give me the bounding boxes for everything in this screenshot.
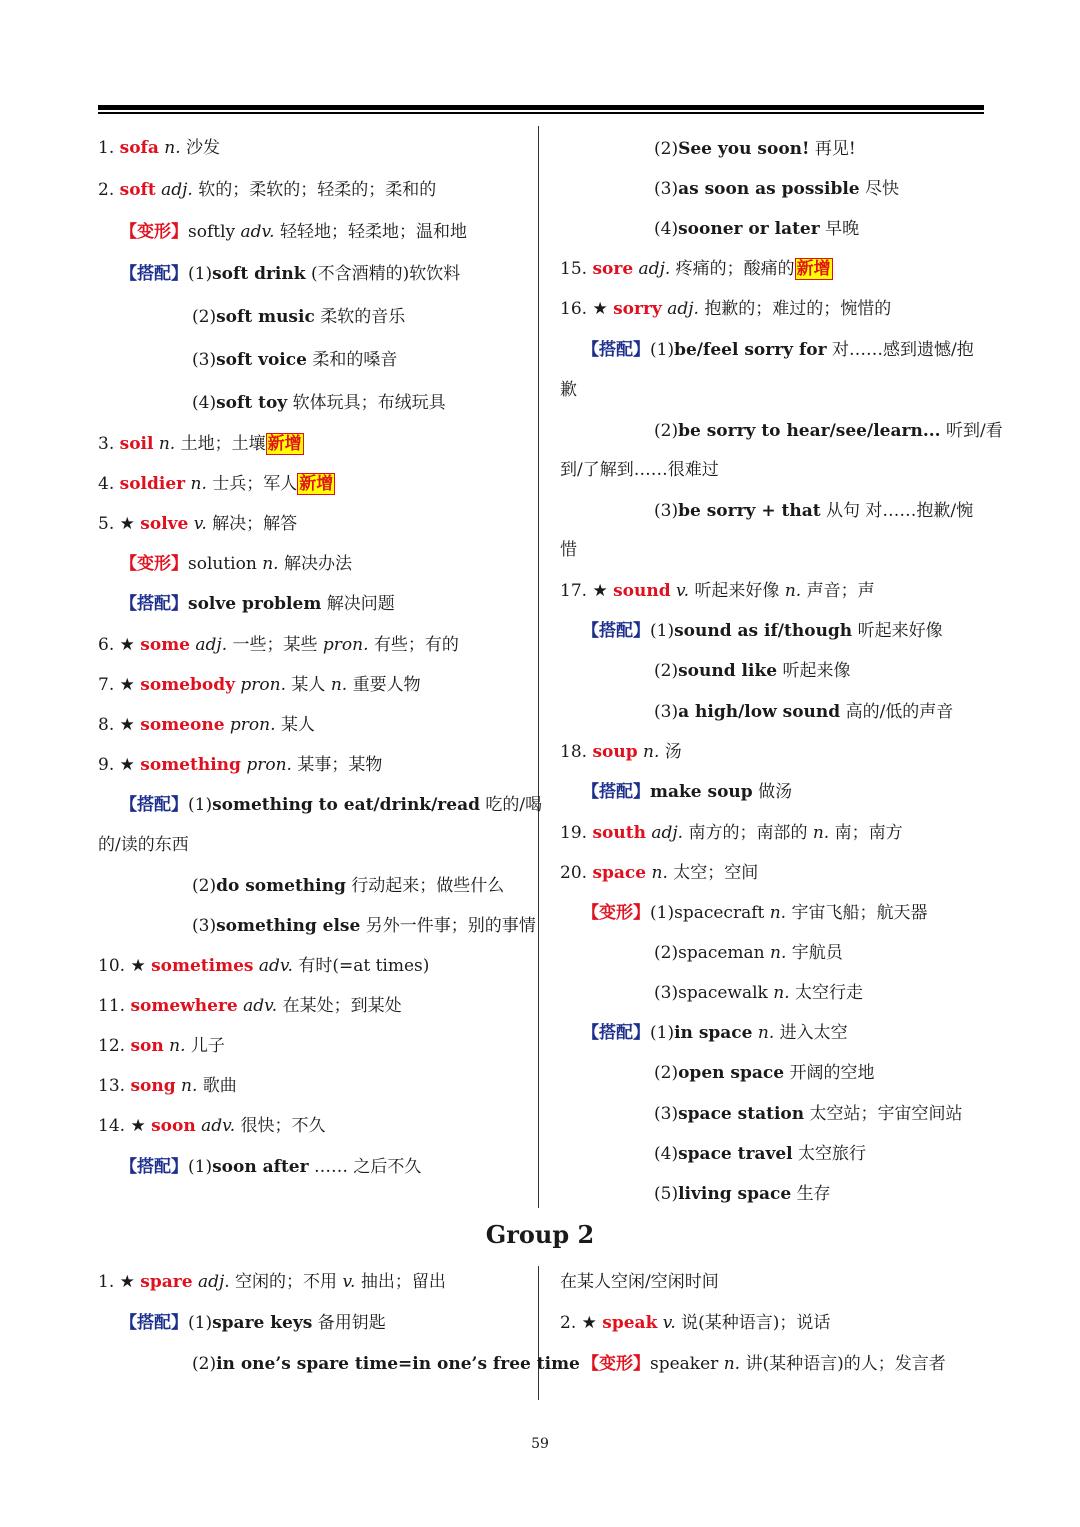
definition: 南；南方 xyxy=(834,823,903,843)
definition: 抽出；留出 xyxy=(360,1272,446,1292)
item-index: (3) xyxy=(192,350,217,370)
continuation-line xyxy=(654,981,863,1005)
collocation-phrase: space travel xyxy=(678,1144,793,1164)
entry-line xyxy=(560,1311,830,1335)
entry-line xyxy=(98,673,421,697)
sub-entry-line xyxy=(582,338,974,362)
sub-entry-line xyxy=(120,793,542,817)
entry-line xyxy=(98,954,429,978)
collocation-phrase: solve problem xyxy=(188,594,322,614)
entry-line xyxy=(98,178,436,202)
continuation-line xyxy=(192,305,405,329)
definition: 太空旅行 xyxy=(798,1144,867,1164)
continuation-line xyxy=(654,1061,874,1085)
collocation-phrase: soft drink xyxy=(212,264,306,284)
entry-number: 16. ★ xyxy=(560,299,614,319)
item-index: (3) xyxy=(654,983,679,1003)
collocation-tag: 【搭配】 xyxy=(582,782,650,802)
definition: 疼痛的；酸痛的 xyxy=(675,259,795,279)
headword: sound xyxy=(613,581,671,601)
part-of-speech: adv. xyxy=(258,956,293,976)
headword: sometimes xyxy=(151,956,254,976)
item-index: (5) xyxy=(654,1184,679,1204)
sub-entry-line xyxy=(120,592,395,616)
collocation-phrase: sooner or later xyxy=(678,219,820,239)
definition: 某事；某物 xyxy=(297,755,383,775)
new-badge: 新增 xyxy=(299,474,334,494)
definition: 南方的；南部的 xyxy=(688,823,808,843)
collocation-tag: 【搭配】 xyxy=(120,795,188,815)
group-title: Group 2 xyxy=(485,1220,595,1249)
item-index: (4) xyxy=(654,219,679,239)
header-rule-thick xyxy=(98,105,984,110)
collocation-phrase: be/feel sorry for xyxy=(674,340,827,360)
column-divider-bottom xyxy=(538,1266,539,1400)
headword: solve xyxy=(140,514,189,534)
part-of-speech: n. xyxy=(752,1023,775,1043)
entry-number: 11. xyxy=(98,996,131,1016)
item-index: (1) xyxy=(650,903,675,923)
continuation-line xyxy=(192,348,397,372)
collocation-phrase: in space xyxy=(674,1023,753,1043)
definition: 再见! xyxy=(814,139,856,159)
part-of-speech: n. xyxy=(812,823,830,843)
headword: son xyxy=(130,1036,164,1056)
collocation-phrase: something to eat/drink/read xyxy=(212,795,480,815)
part-of-speech: n. xyxy=(330,675,348,695)
definition: 歉 xyxy=(560,380,577,400)
entry-number: 20. xyxy=(560,863,593,883)
definition: 对……感到遗憾/抱 xyxy=(831,340,974,360)
collocation-phrase: living space xyxy=(678,1184,792,1204)
collocation-phrase: soon after xyxy=(212,1157,309,1177)
definition: 的/读的东西 xyxy=(98,835,189,855)
part-of-speech: adv. xyxy=(243,996,278,1016)
continuation-line xyxy=(560,458,719,482)
definition: 高的/低的声音 xyxy=(845,702,954,722)
collocation-tag: 【搭配】 xyxy=(120,264,188,284)
header-rule-thin xyxy=(98,112,984,114)
derived-word: solution xyxy=(188,554,263,574)
definition: 声音；声 xyxy=(806,581,875,601)
headword: sofa xyxy=(119,138,159,158)
part-of-speech: adj. xyxy=(638,259,671,279)
continuation-line xyxy=(192,914,536,938)
definition: 轻轻地；轻柔地；温和地 xyxy=(279,222,467,242)
definition: 柔软的音乐 xyxy=(320,307,406,327)
headword: sore xyxy=(592,259,634,279)
definition: 做汤 xyxy=(758,782,793,802)
part-of-speech: n. xyxy=(651,863,668,883)
definition: 软体玩具；布绒玩具 xyxy=(292,393,446,413)
entry-line xyxy=(98,994,402,1018)
item-index: (4) xyxy=(654,1144,679,1164)
headword: song xyxy=(130,1076,176,1096)
headword: spare xyxy=(140,1272,193,1292)
definition: 在某人空闲/空闲时间 xyxy=(560,1272,719,1292)
part-of-speech: n. xyxy=(773,983,790,1003)
collocation-tag: 【搭配】 xyxy=(582,1023,650,1043)
part-of-speech: n. xyxy=(190,474,207,494)
item-index: (2) xyxy=(192,1354,217,1374)
collocation-phrase: See you soon! xyxy=(678,139,810,159)
entry-number: 19. xyxy=(560,823,593,843)
collocation-phrase: do something xyxy=(216,876,346,896)
sub-entry-line xyxy=(120,262,460,286)
headword: somewhere xyxy=(130,996,238,1016)
part-of-speech: pron. xyxy=(246,755,292,775)
collocation-phrase: sound as if/though xyxy=(674,621,853,641)
definition: 听起来好像 xyxy=(857,621,943,641)
continuation-line xyxy=(192,1352,580,1376)
part-of-speech: n. xyxy=(784,581,802,601)
part-of-speech: adv. xyxy=(201,1116,236,1136)
definition: 士兵；军人 xyxy=(212,474,298,494)
definition: 吃的/喝 xyxy=(485,795,543,815)
derived-word: spaceman xyxy=(678,943,771,963)
collocation-phrase: a high/low sound xyxy=(678,702,841,722)
continuation-line xyxy=(654,137,856,161)
entry-line xyxy=(98,753,382,777)
collocation-phrase: as soon as possible xyxy=(678,179,860,199)
item-index: (2) xyxy=(654,943,679,963)
continuation-line xyxy=(654,941,843,965)
sub-entry-line xyxy=(120,1311,386,1335)
headword: soon xyxy=(151,1116,196,1136)
entry-number: 1. xyxy=(98,138,120,158)
part-of-speech: v. xyxy=(193,514,207,534)
definition: 太空行走 xyxy=(795,983,864,1003)
item-index: (4) xyxy=(192,393,217,413)
headword: space xyxy=(592,863,647,883)
headword: soft xyxy=(119,180,156,200)
part-of-speech: n. xyxy=(643,742,660,762)
part-of-speech: adj. xyxy=(651,823,684,843)
continuation-line xyxy=(654,1102,963,1126)
definition: 太空站；宇宙空间站 xyxy=(809,1104,963,1124)
entry-line xyxy=(98,1074,237,1098)
definition: 尽快 xyxy=(865,179,900,199)
headword: somebody xyxy=(140,675,235,695)
item-index: (2) xyxy=(654,1063,679,1083)
part-of-speech: adj. xyxy=(667,299,699,319)
entry-line xyxy=(98,512,297,536)
part-of-speech: n. xyxy=(164,138,181,158)
part-of-speech: pron. xyxy=(229,715,276,735)
sub-entry-line xyxy=(582,780,792,804)
definition: 有时(=at times) xyxy=(298,956,430,976)
collocation-phrase: space station xyxy=(678,1104,805,1124)
headword: soup xyxy=(592,742,638,762)
definition: 软的；柔软的；轻柔的；柔和的 xyxy=(198,180,437,200)
headword: some xyxy=(140,635,190,655)
derived-word: speaker xyxy=(650,1354,724,1374)
entry-line xyxy=(98,136,220,160)
part-of-speech: pron. xyxy=(240,675,287,695)
part-of-speech: n. xyxy=(181,1076,198,1096)
item-index: (2) xyxy=(654,421,679,441)
definition: (不含酒精的)软饮料 xyxy=(310,264,461,284)
continuation-line xyxy=(560,538,577,562)
continuation-line xyxy=(98,833,189,857)
collocation-phrase: sound like xyxy=(678,661,778,681)
sub-entry-line xyxy=(582,901,928,925)
derived-word: softly xyxy=(188,222,241,242)
headword: sorry xyxy=(613,299,662,319)
entry-number: 7. ★ xyxy=(98,675,141,695)
entry-line xyxy=(98,633,459,657)
entry-line xyxy=(98,432,304,456)
item-index: (1) xyxy=(188,1313,213,1333)
definition: 听起来像 xyxy=(782,661,851,681)
entry-number: 8. ★ xyxy=(98,715,141,735)
part-of-speech: n. xyxy=(723,1354,741,1374)
collocation-tag: 【搭配】 xyxy=(120,1313,188,1333)
item-index: (1) xyxy=(188,795,213,815)
definition: 儿子 xyxy=(190,1036,225,1056)
part-of-speech: v. xyxy=(662,1313,676,1333)
definition: 开阔的空地 xyxy=(789,1063,875,1083)
entry-number: 1. ★ xyxy=(98,1272,141,1292)
sub-entry-line xyxy=(120,1155,421,1179)
definition: 很快；不久 xyxy=(240,1116,326,1136)
derived-word: spacecraft xyxy=(674,903,770,923)
definition: 从句 对……抱歉/惋 xyxy=(825,501,974,521)
part-of-speech: v. xyxy=(676,581,690,601)
entry-number: 10. ★ xyxy=(98,956,152,976)
collocation-phrase: soft voice xyxy=(216,350,307,370)
part-of-speech: adj. xyxy=(195,635,228,655)
entry-number: 17. ★ xyxy=(560,581,614,601)
continuation-line xyxy=(654,419,1003,443)
part-of-speech: pron. xyxy=(322,635,369,655)
entry-number: 12. xyxy=(98,1036,131,1056)
definition: 沙发 xyxy=(186,138,221,158)
item-index: (3) xyxy=(654,179,679,199)
definition: 抱歉的；难过的；惋惜的 xyxy=(704,299,892,319)
entry-line xyxy=(560,257,833,281)
definition: 太空；空间 xyxy=(673,863,759,883)
item-index: (1) xyxy=(188,1157,213,1177)
variant-tag: 【变形】 xyxy=(582,903,650,923)
item-index: (2) xyxy=(192,876,217,896)
new-badge: 新增 xyxy=(267,434,302,454)
entry-number: 6. ★ xyxy=(98,635,141,655)
definition: 另外一件事；别的事情 xyxy=(365,916,536,936)
headword: soldier xyxy=(119,474,186,494)
definition: 到/了解到……很难过 xyxy=(560,460,719,480)
continuation-line xyxy=(654,1142,866,1166)
entry-number: 9. ★ xyxy=(98,755,141,775)
new-badge: 新增 xyxy=(796,259,831,279)
continuation-line xyxy=(654,499,973,523)
headword: south xyxy=(592,823,646,843)
part-of-speech: n. xyxy=(158,434,176,454)
item-index: (2) xyxy=(654,661,679,681)
definition: 解决问题 xyxy=(326,594,395,614)
sub-entry-line xyxy=(582,619,943,643)
definition: 听到/看 xyxy=(945,421,1003,441)
sub-entry-line xyxy=(120,220,467,244)
item-index: (1) xyxy=(650,1023,675,1043)
definition: 空闲的；不用 xyxy=(235,1272,338,1292)
collocation-phrase: something else xyxy=(216,916,361,936)
collocation-phrase: be sorry to hear/see/learn... xyxy=(678,421,941,441)
entry-line xyxy=(560,297,891,321)
item-index: (3) xyxy=(654,501,679,521)
entry-number: 2. ★ xyxy=(560,1313,603,1333)
entry-line xyxy=(98,713,315,737)
collocation-phrase: be sorry + that xyxy=(678,501,821,521)
definition: 某人 xyxy=(280,715,315,735)
entry-line xyxy=(560,740,682,764)
continuation-line xyxy=(654,1182,831,1206)
definition: 有些；有的 xyxy=(373,635,459,655)
entry-number: 3. xyxy=(98,434,120,454)
headword: someone xyxy=(140,715,225,735)
entry-line xyxy=(560,861,758,885)
variant-tag: 【变形】 xyxy=(120,554,188,574)
headword: soil xyxy=(119,434,154,454)
collocation-phrase: soft toy xyxy=(216,393,288,413)
variant-tag: 【变形】 xyxy=(120,222,188,242)
headword: something xyxy=(140,755,241,775)
definition: 解决；解答 xyxy=(212,514,298,534)
definition: 柔和的嗓音 xyxy=(312,350,398,370)
entry-number: 15. xyxy=(560,259,593,279)
definition: 进入太空 xyxy=(779,1023,848,1043)
continuation-line xyxy=(560,378,577,402)
definition: 在某处；到某处 xyxy=(282,996,402,1016)
continuation-line xyxy=(192,874,504,898)
part-of-speech: n. xyxy=(769,903,787,923)
entry-number: 18. xyxy=(560,742,593,762)
definition: 讲(某种语言)的人；发言者 xyxy=(745,1354,946,1374)
continuation-line xyxy=(560,1270,719,1294)
definition: 某人 xyxy=(291,675,326,695)
entry-line xyxy=(98,1114,326,1138)
definition: 宇航员 xyxy=(791,943,843,963)
part-of-speech: adj. xyxy=(197,1272,230,1292)
entry-line xyxy=(98,1270,446,1294)
variant-tag: 【变形】 xyxy=(582,1354,650,1374)
continuation-line xyxy=(654,217,859,241)
continuation-line xyxy=(654,700,953,724)
part-of-speech: n. xyxy=(169,1036,186,1056)
item-index: (1) xyxy=(188,264,213,284)
entry-number: 13. xyxy=(98,1076,131,1096)
item-index: (2) xyxy=(192,307,217,327)
collocation-tag: 【搭配】 xyxy=(582,621,650,641)
part-of-speech: n. xyxy=(262,554,279,574)
sub-entry-line xyxy=(120,552,352,576)
collocation-phrase: make soup xyxy=(650,782,753,802)
entry-number: 2. xyxy=(98,180,120,200)
item-index: (3) xyxy=(654,1104,679,1124)
definition: 生存 xyxy=(796,1184,831,1204)
collocation-phrase: spare keys xyxy=(212,1313,313,1333)
part-of-speech: adv. xyxy=(240,222,275,242)
definition: …… 之后不久 xyxy=(313,1157,422,1177)
definition: 汤 xyxy=(664,742,682,762)
collocation-phrase: in one’s spare time=in one’s free time xyxy=(216,1354,580,1374)
part-of-speech: n. xyxy=(770,943,787,963)
definition: 重要人物 xyxy=(352,675,421,695)
entry-number: 5. ★ xyxy=(98,514,141,534)
collocation-tag: 【搭配】 xyxy=(120,594,188,614)
entry-line xyxy=(98,1034,225,1058)
continuation-line xyxy=(654,659,850,683)
page-number: 59 xyxy=(531,1436,549,1452)
sub-entry-line xyxy=(582,1021,848,1045)
entry-line xyxy=(560,579,875,603)
definition: 一些；某些 xyxy=(232,635,318,655)
item-index: (3) xyxy=(654,702,679,722)
definition: 早晚 xyxy=(825,219,860,239)
definition: 土地；土壤 xyxy=(180,434,266,454)
entry-number: 14. ★ xyxy=(98,1116,152,1136)
collocation-phrase: open space xyxy=(678,1063,785,1083)
entry-line xyxy=(560,821,903,845)
collocation-tag: 【搭配】 xyxy=(582,340,650,360)
definition: 歌曲 xyxy=(202,1076,237,1096)
collocation-tag: 【搭配】 xyxy=(120,1157,188,1177)
definition: 备用钥匙 xyxy=(317,1313,386,1333)
continuation-line xyxy=(192,391,446,415)
collocation-phrase: soft music xyxy=(216,307,315,327)
item-index: (1) xyxy=(650,340,675,360)
item-index: (2) xyxy=(654,139,679,159)
definition: 惜 xyxy=(560,540,577,560)
part-of-speech: adj. xyxy=(161,180,193,200)
definition: 宇宙飞船；航天器 xyxy=(791,903,928,923)
part-of-speech: v. xyxy=(342,1272,356,1292)
headword: speak xyxy=(602,1313,658,1333)
definition: 行动起来；做些什么 xyxy=(351,876,505,896)
definition: 说(某种语言)；说话 xyxy=(681,1313,831,1333)
entry-line xyxy=(98,472,335,496)
item-index: (3) xyxy=(192,916,217,936)
derived-word: spacewalk xyxy=(678,983,774,1003)
sub-entry-line xyxy=(582,1352,946,1376)
item-index: (1) xyxy=(650,621,675,641)
column-divider-top xyxy=(538,126,539,1208)
definition: 解决办法 xyxy=(283,554,352,574)
definition: 听起来好像 xyxy=(694,581,780,601)
continuation-line xyxy=(654,177,899,201)
entry-number: 4. xyxy=(98,474,120,494)
